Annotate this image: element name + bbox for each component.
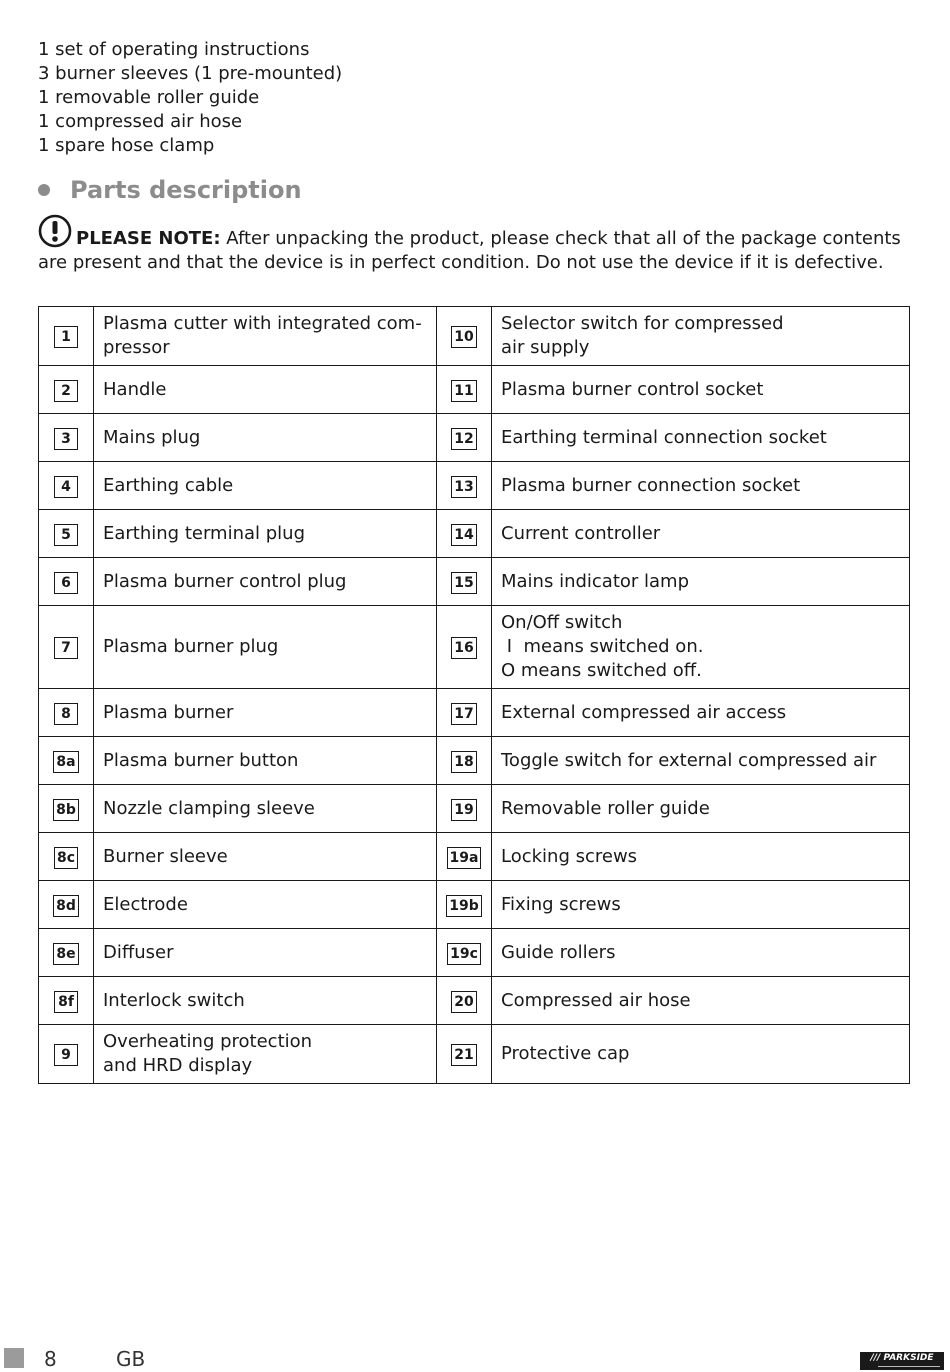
part-description: Guide rollers <box>501 941 616 963</box>
right-number-cell <box>437 977 492 1025</box>
left-description-cell <box>94 366 437 414</box>
table-row <box>39 414 910 462</box>
part-number-badge: 3 <box>54 428 78 450</box>
list-item: 1 set of operating instructions <box>38 39 310 60</box>
part-description: Compressed air hose <box>501 989 691 1011</box>
part-description: Interlock switch <box>103 989 245 1011</box>
right-number-cell <box>437 881 492 929</box>
part-description: and HRD display <box>103 1055 253 1076</box>
left-number-cell <box>39 462 94 510</box>
right-number-cell <box>437 833 492 881</box>
part-number-badge: 19a <box>447 847 482 869</box>
part-number-badge: 8a <box>53 751 78 773</box>
left-description-cell <box>94 462 437 510</box>
left-number-cell <box>39 558 94 606</box>
right-number-cell <box>437 785 492 833</box>
left-number-cell <box>39 929 94 977</box>
part-description: Plasma burner <box>103 701 234 723</box>
part-description: On/Off switch <box>501 612 623 633</box>
part-description: Toggle switch for external compressed air <box>501 749 877 771</box>
table-row <box>39 881 910 929</box>
section-heading <box>38 176 302 204</box>
part-description: Current controller <box>501 522 661 544</box>
right-number-cell <box>437 307 492 366</box>
table-row <box>39 689 910 737</box>
part-number-badge: 17 <box>451 703 476 725</box>
left-number-cell <box>39 881 94 929</box>
table-row <box>39 737 910 785</box>
part-description: air supply <box>501 337 590 358</box>
part-description: Diffuser <box>103 941 174 963</box>
left-number-cell <box>39 366 94 414</box>
table-row <box>39 833 910 881</box>
part-number-badge: 15 <box>451 572 476 594</box>
part-description: Electrode <box>103 893 188 915</box>
right-description-cell <box>492 510 910 558</box>
right-description-cell <box>492 606 910 689</box>
part-number-badge: 8d <box>53 895 79 917</box>
table-row <box>39 307 910 366</box>
part-number-badge: 13 <box>451 476 476 498</box>
part-description: Plasma burner plug <box>103 636 279 657</box>
footer-marker <box>4 1348 24 1368</box>
part-number-badge: 7 <box>54 637 78 659</box>
right-number-cell <box>437 606 492 689</box>
right-number-cell <box>437 510 492 558</box>
right-description-cell <box>492 307 910 366</box>
right-description-cell <box>492 462 910 510</box>
left-description-cell <box>94 1025 437 1084</box>
part-description: External compressed air access <box>501 701 787 723</box>
part-number-badge: 19 <box>451 799 476 821</box>
part-number-badge: 9 <box>54 1044 78 1066</box>
list-item: 3 burner sleeves (1 pre-mounted) <box>38 63 343 84</box>
left-description-cell <box>94 785 437 833</box>
part-description: Earthing cable <box>103 474 234 496</box>
left-number-cell <box>39 414 94 462</box>
list-item: 1 spare hose clamp <box>38 135 215 156</box>
right-description-cell <box>492 929 910 977</box>
right-description-cell <box>492 689 910 737</box>
table-row <box>39 558 910 606</box>
right-number-cell <box>437 462 492 510</box>
left-description-cell <box>94 689 437 737</box>
part-number-badge: 8c <box>54 847 78 869</box>
table-row <box>39 1025 910 1084</box>
left-number-cell <box>39 785 94 833</box>
language-code: GB <box>116 1347 146 1371</box>
part-number-badge: 21 <box>451 1044 476 1066</box>
right-number-cell <box>437 689 492 737</box>
brand-logo <box>860 1352 944 1370</box>
part-number-badge: 8f <box>54 991 78 1013</box>
brand-logo-text: /// PARKSIDE <box>870 1353 934 1363</box>
right-description-cell <box>492 1025 910 1084</box>
part-description: Earthing terminal connection socket <box>501 426 827 448</box>
left-description-cell <box>94 307 437 366</box>
part-description: Plasma cutter with integrated com- <box>103 313 422 334</box>
exclamation-circle-icon <box>38 214 72 248</box>
part-description: Selector switch for compressed <box>501 313 784 334</box>
part-description: Removable roller guide <box>501 797 710 819</box>
left-description-cell <box>94 510 437 558</box>
part-description: Fixing screws <box>501 893 621 915</box>
right-description-cell <box>492 558 910 606</box>
right-number-cell <box>437 414 492 462</box>
table-row <box>39 977 910 1025</box>
part-description: Nozzle clamping sleeve <box>103 797 315 819</box>
table-row <box>39 785 910 833</box>
part-description: Locking screws <box>501 845 638 867</box>
right-number-cell <box>437 1025 492 1084</box>
table-row <box>39 366 910 414</box>
right-number-cell <box>437 366 492 414</box>
part-description: Burner sleeve <box>103 845 228 867</box>
part-description: Plasma burner button <box>103 749 299 771</box>
part-number-badge: 14 <box>451 524 476 546</box>
parts-table-body <box>39 307 910 1084</box>
right-number-cell <box>437 737 492 785</box>
part-number-badge: 12 <box>451 428 476 450</box>
section-heading-text: Parts description <box>70 176 302 204</box>
right-number-cell <box>437 558 492 606</box>
part-number-badge: 16 <box>451 637 476 659</box>
part-description: I means switched on. <box>501 636 704 657</box>
left-number-cell <box>39 606 94 689</box>
note-label: PLEASE NOTE: <box>76 228 221 249</box>
right-description-cell <box>492 881 910 929</box>
part-number-badge: 20 <box>451 991 476 1013</box>
part-number-badge: 1 <box>54 326 78 348</box>
right-description-cell <box>492 414 910 462</box>
left-number-cell <box>39 689 94 737</box>
part-description: O means switched off. <box>501 660 702 681</box>
table-row <box>39 462 910 510</box>
part-number-badge: 6 <box>54 572 78 594</box>
left-number-cell <box>39 737 94 785</box>
left-number-cell <box>39 510 94 558</box>
part-description: Handle <box>103 378 167 400</box>
right-description-cell <box>492 737 910 785</box>
left-description-cell <box>94 977 437 1025</box>
table-row <box>39 606 910 689</box>
list-item: 1 compressed air hose <box>38 111 243 132</box>
part-description: Mains indicator lamp <box>501 570 690 592</box>
left-description-cell <box>94 881 437 929</box>
left-description-cell <box>94 414 437 462</box>
package-contents-list <box>38 38 342 158</box>
right-description-cell <box>492 785 910 833</box>
part-description: Plasma burner control socket <box>501 378 764 400</box>
left-description-cell <box>94 929 437 977</box>
right-description-cell <box>492 977 910 1025</box>
part-number-badge: 19c <box>447 943 481 965</box>
part-description: Mains plug <box>103 426 201 448</box>
left-description-cell <box>94 558 437 606</box>
part-number-badge: 18 <box>451 751 476 773</box>
table-row <box>39 510 910 558</box>
part-number-badge: 5 <box>54 524 78 546</box>
bullet-dot-icon <box>38 184 50 196</box>
brand-rule <box>878 1366 940 1367</box>
part-number-badge: 8 <box>54 703 78 725</box>
note-text: After unpacking the product, please check that all of the package contents are present and that the device is in perfect condition. Do not use the device if it is defective. <box>38 228 901 273</box>
right-description-cell <box>492 366 910 414</box>
list-item: 1 removable roller guide <box>38 87 260 108</box>
part-number-badge: 2 <box>54 380 78 402</box>
part-description: Plasma burner control plug <box>103 570 347 592</box>
table-row <box>39 929 910 977</box>
part-number-badge: 8b <box>53 799 79 821</box>
left-number-cell <box>39 1025 94 1084</box>
left-description-cell <box>94 833 437 881</box>
please-note-paragraph <box>38 214 918 275</box>
left-description-cell <box>94 737 437 785</box>
part-number-badge: 19b <box>446 895 482 917</box>
part-description: Protective cap <box>501 1043 630 1064</box>
right-number-cell <box>437 929 492 977</box>
left-number-cell <box>39 977 94 1025</box>
left-number-cell <box>39 307 94 366</box>
part-number-badge: 10 <box>451 326 476 348</box>
right-description-cell <box>492 833 910 881</box>
part-description: Earthing terminal plug <box>103 522 305 544</box>
part-number-badge: 8e <box>53 943 78 965</box>
part-number-badge: 4 <box>54 476 78 498</box>
left-description-cell <box>94 606 437 689</box>
part-description: pressor <box>103 337 170 358</box>
part-description: Plasma burner connection socket <box>501 474 801 496</box>
page-number: 8 <box>44 1347 57 1371</box>
parts-table <box>38 306 910 1084</box>
part-number-badge: 11 <box>451 380 476 402</box>
part-description: Overheating protection <box>103 1031 313 1052</box>
left-number-cell <box>39 833 94 881</box>
